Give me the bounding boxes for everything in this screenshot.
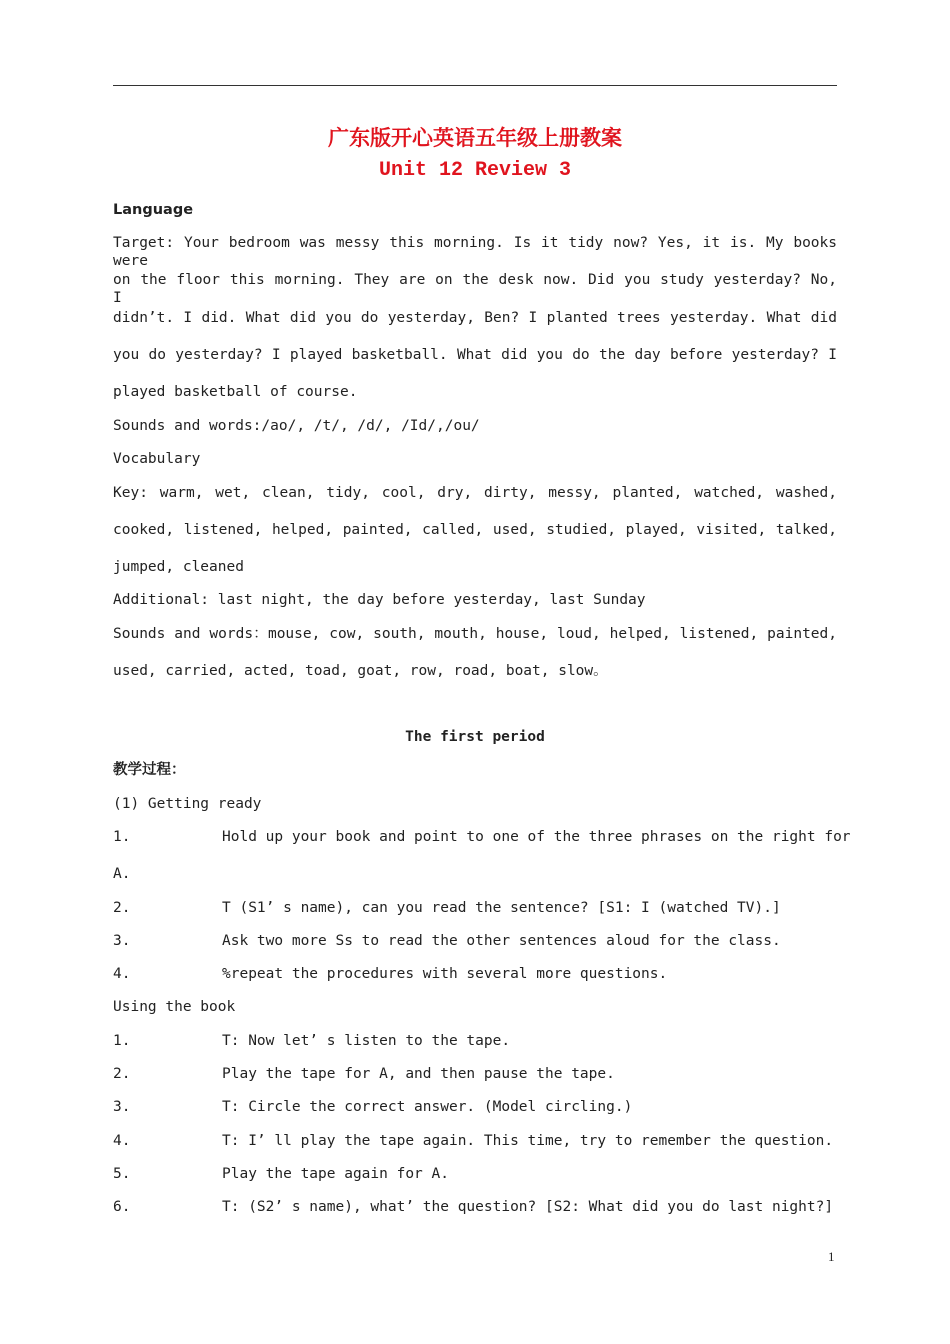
header-rule	[113, 85, 837, 86]
gr-item-number: 2.	[113, 900, 131, 916]
key-line-3: jumped, cleaned	[113, 559, 244, 575]
target-line-5: played basketball of course.	[113, 384, 358, 400]
ub-item-number: 2.	[113, 1066, 131, 1082]
sounds-words: Sounds and words:/ao/, /t/, /d/, /Id/,/ou/	[113, 418, 480, 434]
vocabulary-heading: Vocabulary	[113, 451, 201, 467]
target-line-3: didn’t. I did. What did you do yesterday, Ben? I planted trees yesterday. What did	[113, 310, 837, 326]
period-heading: The first period	[405, 729, 545, 745]
ub-item-number: 5.	[113, 1166, 131, 1182]
ub-item-number: 3.	[113, 1099, 131, 1115]
getting-ready-heading: (1) Getting ready	[113, 796, 262, 812]
ub-item-text: T: Circle the correct answer. (Model circling.)	[222, 1099, 633, 1115]
key-line-2: cooked, listened, helped, painted, called, used, studied, played, visited, talked,	[113, 522, 837, 538]
target-line-1: Target: Your bedroom was messy this morning. Is it tidy now? Yes, it is. My books were	[113, 235, 837, 269]
gr-item-text: %repeat the procedures with several more questions.	[222, 966, 668, 982]
key-line-1: Key: warm, wet, clean, tidy, cool, dry, dirty, messy, planted, watched, washed,	[113, 485, 837, 501]
gr-item-number: 3.	[113, 933, 131, 949]
target-line-2: on the floor this morning. They are on the desk now. Did you study yesterday? No, I	[113, 272, 837, 306]
using-book-heading: Using the book	[113, 999, 236, 1015]
ub-item-text: Play the tape for A, and then pause the tape.	[222, 1066, 615, 1082]
gr-item-number: 1.	[113, 829, 131, 845]
page-number: 1	[828, 1249, 835, 1264]
ub-item-text: T: I’ ll play the tape again. This time, try to remember the question.	[222, 1133, 834, 1149]
sounds-list-line-1: Sounds and words：mouse, cow, south, mouth, house, loud, helped, listened, painted,	[113, 626, 837, 642]
title-chinese: 广东版开心英语五年级上册教案	[328, 126, 622, 150]
ub-item-text: Play the tape again for A.	[222, 1166, 449, 1182]
gr-item-continuation: A.	[113, 866, 131, 882]
process-heading: 教学过程：	[113, 762, 186, 778]
ub-item-number: 1.	[113, 1033, 131, 1049]
ub-item-number: 6.	[113, 1199, 131, 1215]
ub-item-text: T: Now let’ s listen to the tape.	[222, 1033, 511, 1049]
gr-item-text: T (S1’ s name), can you read the sentence? [S1: I (watched TV).]	[222, 900, 781, 916]
gr-item-number: 4.	[113, 966, 131, 982]
sounds-list-line-2: used, carried, acted, toad, goat, row, road, boat, slow。	[113, 663, 608, 679]
title-english: Unit 12 Review 3	[378, 159, 572, 182]
gr-item-text: Ask two more Ss to read the other sentences aloud for the class.	[222, 933, 781, 949]
gr-item-text: Hold up your book and point to one of the three phrases on the right for	[222, 829, 851, 845]
ub-item-text: T: (S2’ s name), what’ the question? [S2: What did you do last night?]	[222, 1199, 834, 1215]
ub-item-number: 4.	[113, 1133, 131, 1149]
language-heading: Language	[113, 202, 194, 218]
target-line-4: you do yesterday? I played basketball. What did you do the day before yesterday? I	[113, 347, 837, 363]
additional-line: Additional: last night, the day before yesterday, last Sunday	[113, 592, 646, 608]
